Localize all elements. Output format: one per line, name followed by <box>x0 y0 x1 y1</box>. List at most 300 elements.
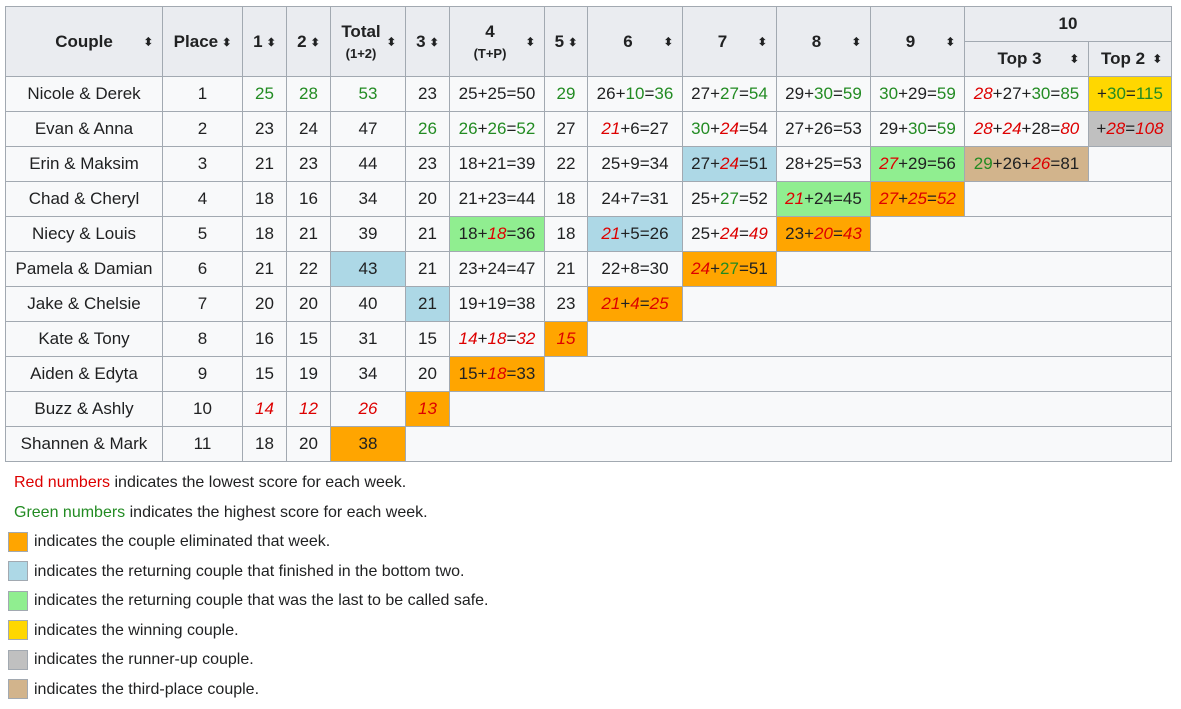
score-value: 59 <box>936 84 956 103</box>
score-cell-w8: 21+24=45 <box>777 182 871 217</box>
place-cell <box>163 392 243 427</box>
score-value: 22 <box>601 259 621 278</box>
score-value: 21 <box>418 224 437 243</box>
sort-icon[interactable]: ⬍ <box>143 36 153 48</box>
score-cell-total <box>331 147 406 182</box>
score-cell-top2: +28=108 <box>1089 112 1172 147</box>
empty-cell <box>871 217 1172 252</box>
score-value: 24 <box>720 224 739 243</box>
score-cell-w7: 27+27=54 <box>683 77 777 112</box>
score-cell-w1 <box>243 252 287 287</box>
sort-icon[interactable]: ⬍ <box>266 36 276 49</box>
legend-text: indicates the highest score for each week. <box>125 503 428 521</box>
col-header-week-10: 10 <box>965 7 1172 42</box>
score-value: 24 <box>299 119 318 138</box>
score-cell-total <box>331 112 406 147</box>
score-cell-w5 <box>545 252 588 287</box>
score-value: 27 <box>691 154 711 173</box>
score-value: 5 <box>630 224 640 243</box>
empty-cell <box>588 322 1172 357</box>
score-value: 20 <box>299 434 318 453</box>
score-value: 24 <box>720 154 739 173</box>
score-value: 8 <box>197 329 208 348</box>
score-value: 36 <box>654 84 674 103</box>
score-value: 7 <box>630 189 640 208</box>
score-value: 20 <box>418 189 437 208</box>
score-value: Niecy & Louis <box>32 224 136 243</box>
col-header-week-6[interactable]: 6 ⬍ <box>588 7 683 77</box>
score-cell-w3 <box>406 217 450 252</box>
score-value: 21 <box>785 189 805 208</box>
couple-name <box>6 357 163 392</box>
legend-text: indicates the third-place couple. <box>34 680 260 698</box>
col-header-week-8[interactable]: 8 ⬍ <box>777 7 871 77</box>
score-value: 25 <box>814 154 833 173</box>
empty-cell <box>545 357 1172 392</box>
score-cell-w6: 26+10=36 <box>588 77 683 112</box>
col-header-week-3[interactable]: 3 ⬍ <box>406 7 450 77</box>
score-value: 115 <box>1135 84 1163 103</box>
legend-text: indicates the returning couple that was the last to be called safe. <box>34 592 489 609</box>
col-header-week-1[interactable]: 1 ⬍ <box>243 7 287 77</box>
score-cell-w7: 24+27=51 <box>683 252 777 287</box>
score-value: 54 <box>748 119 768 138</box>
legend-item <box>5 468 1181 498</box>
score-cell-w2 <box>287 427 331 462</box>
score-cell-total <box>331 77 406 112</box>
score-value: 11 <box>193 434 212 453</box>
score-cell-w8: 29+30=59 <box>777 77 871 112</box>
sort-icon[interactable]: ⬍ <box>945 36 955 48</box>
score-cell-w4: 15+18=33 <box>450 357 545 392</box>
score-value: 28 <box>1031 119 1051 138</box>
score-cell-w6: 21+5=26 <box>588 217 683 252</box>
score-value: 22 <box>299 259 318 278</box>
score-cell-w1 <box>243 182 287 217</box>
score-value: 21 <box>458 189 478 208</box>
score-cell-w1 <box>243 147 287 182</box>
score-cell-w4: 18+18=36 <box>450 217 545 252</box>
table-row <box>6 112 1172 147</box>
score-value: 26 <box>418 119 437 138</box>
score-value: 27 <box>720 189 739 208</box>
col-header-place[interactable]: Place ⬍ <box>163 7 243 77</box>
score-cell-w5 <box>545 217 588 252</box>
score-value: Nicole & Derek <box>27 84 141 103</box>
empty-cell <box>683 287 1172 322</box>
col-header-week-2[interactable]: 2 ⬍ <box>287 7 331 77</box>
score-value: 23 <box>785 224 805 243</box>
score-cell-w7: 30+24=54 <box>683 112 777 147</box>
score-value: 25 <box>255 84 274 103</box>
legend-swatch <box>8 620 28 640</box>
score-cell-w4: 23+24=47 <box>450 252 545 287</box>
score-value: 15 <box>556 329 576 348</box>
score-value: 51 <box>748 259 768 278</box>
score-value: 15 <box>255 364 274 383</box>
score-value: 27 <box>1002 84 1022 103</box>
score-cell-w6: 22+8=30 <box>588 252 683 287</box>
score-cell-w9: 27+25=52 <box>871 182 965 217</box>
score-value: 45 <box>842 189 862 208</box>
col-header-week-5[interactable]: 5 ⬍ <box>545 7 588 77</box>
couple-name <box>6 287 163 322</box>
place-cell <box>163 182 243 217</box>
score-value: 26 <box>458 119 478 138</box>
score-cell-w7: 25+27=52 <box>683 182 777 217</box>
score-value: 30 <box>691 119 711 138</box>
score-value: 31 <box>649 189 669 208</box>
score-cell-w3 <box>406 287 450 322</box>
score-cell-w1 <box>243 392 287 427</box>
legend-item <box>5 498 1181 528</box>
score-value: 25 <box>601 154 621 173</box>
col-header-week-9[interactable]: 9 ⬍ <box>871 7 965 77</box>
legend-item <box>5 616 1181 646</box>
score-value: 53 <box>842 154 862 173</box>
score-value: 15 <box>299 329 318 348</box>
couple-name <box>6 112 163 147</box>
couple-name <box>6 392 163 427</box>
score-value: 38 <box>358 434 378 453</box>
score-value: 26 <box>814 119 833 138</box>
score-value: 28 <box>299 84 318 103</box>
col-header-top-3[interactable]: Top 3 ⬍ <box>965 42 1089 77</box>
legend-colored-label: Green numbers <box>14 503 126 521</box>
score-value: 25 <box>691 189 711 208</box>
scores-table-container <box>5 6 1181 704</box>
score-value: Buzz & Ashly <box>34 399 134 418</box>
sort-icon[interactable]: ⬍ <box>386 36 396 48</box>
score-value: 28 <box>785 154 805 173</box>
score-cell-total <box>331 322 406 357</box>
score-value: 26 <box>1031 154 1051 173</box>
score-cell-w3 <box>406 357 450 392</box>
score-value: 4 <box>197 189 208 208</box>
score-value: 26 <box>649 224 669 243</box>
table-row <box>6 217 1172 252</box>
score-cell-w2 <box>287 322 331 357</box>
score-value: 18 <box>458 154 478 173</box>
score-value: 19 <box>487 294 507 313</box>
score-cell-w5 <box>545 287 588 322</box>
score-value: 19 <box>458 294 478 313</box>
score-value: 23 <box>299 154 318 173</box>
score-value: 15 <box>418 329 437 348</box>
score-cell-top3: 29+26+26=81 <box>965 147 1089 182</box>
score-value: 21 <box>556 259 576 278</box>
score-value: 33 <box>516 364 536 383</box>
table-row <box>6 357 1172 392</box>
score-value: 56 <box>936 154 956 173</box>
empty-cell <box>1089 147 1172 182</box>
score-cell-w2 <box>287 252 331 287</box>
col-header-total[interactable]: Total (1+2) ⬍ <box>331 7 406 77</box>
table-row <box>6 252 1172 287</box>
col-header-top-2[interactable]: Top 2 ⬍ <box>1089 42 1172 77</box>
score-value: 21 <box>601 294 621 313</box>
score-value: 28 <box>973 84 993 103</box>
score-cell-w8: 23+20=43 <box>777 217 871 252</box>
score-value: 43 <box>842 224 862 243</box>
score-value: 25 <box>691 224 711 243</box>
table-row <box>6 427 1172 462</box>
score-cell-w1 <box>243 287 287 322</box>
score-value: 27 <box>649 119 669 138</box>
score-value: Aiden & Edyta <box>30 364 138 383</box>
score-value: Shannen & Mark <box>20 434 148 453</box>
legend-item <box>5 586 1181 616</box>
score-value: 18 <box>487 224 507 243</box>
score-cell-w4: 18+21=39 <box>450 147 545 182</box>
score-cell-w1 <box>243 427 287 462</box>
table-row <box>6 392 1172 427</box>
sort-icon[interactable]: ⬍ <box>757 36 767 48</box>
score-value: 20 <box>299 294 318 313</box>
score-value: 21 <box>299 224 318 243</box>
score-value: 26 <box>1002 154 1022 173</box>
score-value: 24 <box>691 259 711 278</box>
score-value: 39 <box>358 224 378 243</box>
score-value: 52 <box>516 119 536 138</box>
score-cell-w3 <box>406 392 450 427</box>
score-cell-total <box>331 287 406 322</box>
score-cell-w3 <box>406 182 450 217</box>
score-value: Jake & Chelsie <box>27 294 141 313</box>
sort-icon[interactable]: ⬍ <box>1069 53 1079 66</box>
score-value: 3 <box>197 154 208 173</box>
score-value: 29 <box>973 154 993 173</box>
legend-text: indicates the returning couple that finished in the bottom two. <box>34 562 465 580</box>
score-value: 30 <box>814 84 833 103</box>
score-value: 23 <box>255 119 274 138</box>
score-cell-w7: 27+24=51 <box>683 147 777 182</box>
score-value: 21 <box>255 259 274 278</box>
legend-swatch <box>8 532 28 552</box>
score-value: 21 <box>418 294 437 313</box>
place-cell <box>163 322 243 357</box>
sort-icon[interactable]: ⬍ <box>429 36 439 49</box>
score-value: 21 <box>601 119 621 138</box>
score-value: 59 <box>936 119 956 138</box>
legend-item <box>5 645 1181 675</box>
score-cell-w2 <box>287 77 331 112</box>
legend-swatch <box>8 591 28 611</box>
score-cell-w1 <box>243 77 287 112</box>
score-value: 29 <box>908 84 927 103</box>
score-cell-total <box>331 182 406 217</box>
score-cell-total <box>331 252 406 287</box>
score-value: 23 <box>556 294 576 313</box>
legend-text: indicates the winning couple. <box>34 621 239 639</box>
score-cell-w2 <box>287 182 331 217</box>
score-cell-w1 <box>243 112 287 147</box>
score-cell-w8: 27+26=53 <box>777 112 871 147</box>
score-value: 18 <box>255 189 274 208</box>
score-value: 27 <box>785 119 805 138</box>
score-value: 108 <box>1135 119 1164 138</box>
couple-name <box>6 322 163 357</box>
empty-cell <box>450 392 1172 427</box>
col-header-week-7[interactable]: 7 ⬍ <box>683 7 777 77</box>
sort-icon[interactable]: ⬍ <box>310 36 320 49</box>
score-value: 24 <box>487 259 507 278</box>
score-value: 18 <box>255 224 274 243</box>
score-value: 21 <box>487 154 507 173</box>
score-value: 21 <box>418 259 437 278</box>
score-value: 29 <box>879 119 899 138</box>
score-value: 25 <box>458 84 478 103</box>
score-cell-w9: 30+29=59 <box>871 77 965 112</box>
score-value: 34 <box>358 364 378 383</box>
score-value: 32 <box>516 329 536 348</box>
scores-table <box>5 6 1172 462</box>
score-value: 12 <box>299 399 318 418</box>
score-value: 10 <box>625 84 645 103</box>
score-value: Pamela & Damian <box>15 259 153 278</box>
table-row <box>6 322 1172 357</box>
sort-icon[interactable]: ⬍ <box>663 36 673 48</box>
score-value: 27 <box>556 119 576 138</box>
score-cell-w4: 25+25=50 <box>450 77 545 112</box>
score-value: 23 <box>418 154 437 173</box>
sort-icon[interactable]: ⬍ <box>568 36 578 49</box>
score-value: 24 <box>814 189 833 208</box>
score-cell-w1 <box>243 322 287 357</box>
place-cell <box>163 112 243 147</box>
score-value: 54 <box>748 84 768 103</box>
score-cell-total <box>331 392 406 427</box>
sort-icon[interactable]: ⬍ <box>1152 53 1162 66</box>
table-row <box>6 182 1172 217</box>
score-value: 25 <box>649 294 669 313</box>
score-value: 81 <box>1060 154 1080 173</box>
score-cell-w2 <box>287 392 331 427</box>
empty-cell <box>406 427 1172 462</box>
score-value: 25 <box>487 84 507 103</box>
score-value: 26 <box>358 399 378 418</box>
score-value: 21 <box>601 224 621 243</box>
couple-name <box>6 252 163 287</box>
score-value: 23 <box>458 259 478 278</box>
score-value: Erin & Maksim <box>29 154 139 173</box>
legend-text: indicates the runner-up couple. <box>34 651 254 668</box>
score-value: 18 <box>255 434 274 453</box>
scores-table-body <box>6 77 1172 462</box>
score-value: 24 <box>601 189 621 208</box>
table-row <box>6 147 1172 182</box>
score-value: 30 <box>649 259 669 278</box>
score-cell-w5 <box>545 322 588 357</box>
couple-name <box>6 182 163 217</box>
score-cell-w3 <box>406 322 450 357</box>
score-cell-total <box>331 217 406 252</box>
score-value: 9 <box>630 154 640 173</box>
score-value: 20 <box>418 364 437 383</box>
score-value: 29 <box>908 154 927 173</box>
place-cell <box>163 252 243 287</box>
score-cell-w2 <box>287 287 331 322</box>
score-cell-w4: 21+23=44 <box>450 182 545 217</box>
score-value: 2 <box>197 119 208 138</box>
score-value: Evan & Anna <box>34 119 134 138</box>
score-value: 39 <box>516 154 536 173</box>
couple-name <box>6 147 163 182</box>
score-value: 15 <box>458 364 478 383</box>
score-cell-w3 <box>406 77 450 112</box>
score-value: 24 <box>720 119 739 138</box>
score-cell-w5 <box>545 77 588 112</box>
score-cell-w5 <box>545 147 588 182</box>
score-value: 26 <box>596 84 616 103</box>
score-value: 53 <box>842 119 862 138</box>
score-value: 27 <box>879 154 899 173</box>
score-value: 18 <box>458 224 478 243</box>
score-value: 30 <box>879 84 899 103</box>
score-value: 20 <box>814 224 833 243</box>
score-value: 38 <box>516 294 536 313</box>
score-value: 13 <box>418 399 437 418</box>
score-value: 27 <box>879 189 899 208</box>
place-cell <box>163 147 243 182</box>
place-cell <box>163 77 243 112</box>
score-cell-w4: 14+18=32 <box>450 322 545 357</box>
table-row <box>6 77 1172 112</box>
score-value: 44 <box>358 154 378 173</box>
score-cell-w3 <box>406 252 450 287</box>
score-value: 85 <box>1060 84 1080 103</box>
sort-icon[interactable]: ⬍ <box>525 36 535 48</box>
score-value: 53 <box>358 84 378 103</box>
legend-item <box>5 675 1181 705</box>
score-value: 24 <box>1002 119 1022 138</box>
col-header-couple[interactable]: Couple ⬍ <box>6 7 163 77</box>
score-cell-w9: 27+29=56 <box>871 147 965 182</box>
score-cell-w5 <box>545 112 588 147</box>
score-cell-w9: 29+30=59 <box>871 112 965 147</box>
score-value: 23 <box>418 84 437 103</box>
score-value: 30 <box>908 119 927 138</box>
score-value: 51 <box>748 154 768 173</box>
score-cell-total <box>331 357 406 392</box>
score-value: 23 <box>487 189 507 208</box>
score-value: 28 <box>1106 119 1126 138</box>
couple-name <box>6 77 163 112</box>
score-value: 7 <box>197 294 208 313</box>
score-value: 27 <box>720 84 739 103</box>
score-value: 19 <box>299 364 318 383</box>
score-value: 29 <box>556 84 576 103</box>
score-cell-w4: 19+19=38 <box>450 287 545 322</box>
score-value: 6 <box>630 119 640 138</box>
score-value: 59 <box>842 84 862 103</box>
legend-text: indicates the couple eliminated that week. <box>34 533 331 550</box>
score-value: Kate & Tony <box>38 329 130 348</box>
col-header-week-4[interactable]: 4 (T+P) ⬍ <box>450 7 545 77</box>
couple-name <box>6 427 163 462</box>
legend-colored-label: Red numbers <box>14 474 111 491</box>
score-cell-w8: 28+25=53 <box>777 147 871 182</box>
place-cell <box>163 217 243 252</box>
sort-icon[interactable]: ⬍ <box>222 36 232 49</box>
score-value: 16 <box>299 189 318 208</box>
score-value: 30 <box>1106 84 1126 103</box>
score-cell-w1 <box>243 357 287 392</box>
empty-cell <box>777 252 1172 287</box>
sort-icon[interactable]: ⬍ <box>851 36 861 48</box>
score-cell-w3 <box>406 147 450 182</box>
score-value: 80 <box>1060 119 1080 138</box>
